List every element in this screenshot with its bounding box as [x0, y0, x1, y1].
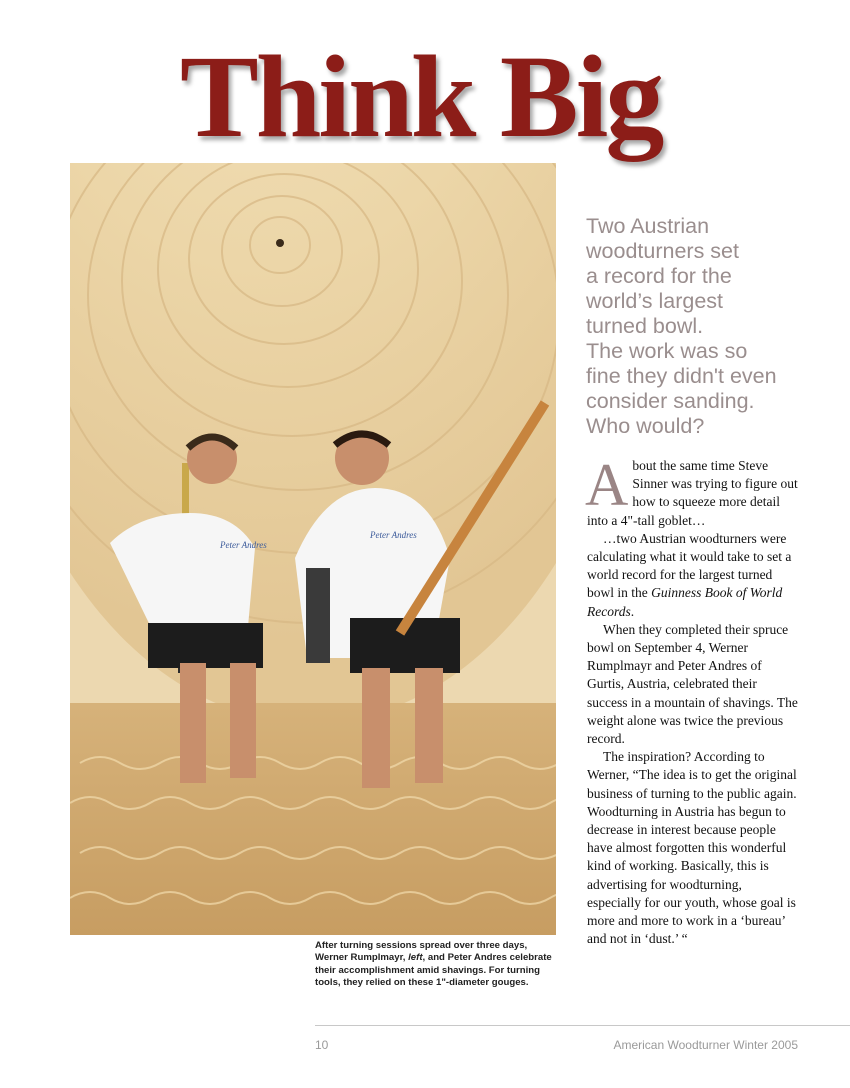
body-paragraph: The inspiration? According to Werner, “The idea is to get the original business of turning to the public again. Woodturning in Austria has begun to decrease in interest because people have almost forgotten this wonderful kind of working. Basically, this is advertising for woodturning, especially for our youth, whose goal is more and more to work in a ‘bureau’ and not in ‘dust.’ “: [587, 749, 797, 947]
article-deck: [586, 214, 811, 439]
paragraph-text: …two Austrian woodturners were calculating what it would take to set a world record for the largest turned bowl in the: [587, 530, 792, 601]
page-number: 10: [315, 1038, 329, 1052]
deck-line: The work was so: [586, 339, 748, 363]
caption-text-1: After turning sessions spread over three days, Werner Rumplmayr,: [315, 940, 528, 964]
article-title: Think Big: [180, 31, 662, 162]
publication-footer: American Woodturner Winter 2005: [613, 1038, 798, 1052]
right-shirt-logo: Peter Andres: [370, 530, 417, 540]
footer-rule: [315, 1025, 850, 1026]
body-paragraph: [585, 452, 799, 530]
deck-line: world’s largest: [586, 289, 724, 313]
deck-line: Two Austrian: [586, 214, 710, 238]
deck-line: woodturners set: [586, 239, 739, 263]
paragraph-end: .: [630, 603, 635, 619]
photo-caption: [315, 940, 559, 990]
article-body: [585, 452, 799, 948]
deck-line: turned bowl.: [586, 314, 704, 338]
deck-line: Who would?: [586, 414, 705, 438]
deck-line: consider sanding.: [586, 389, 755, 413]
deck-line: fine they didn't even: [586, 364, 777, 388]
caption-emphasis: left: [408, 952, 423, 964]
drop-cap: A: [585, 452, 629, 518]
body-paragraph: When they completed their spruce bowl on September 4, Werner Rumplmayr and Peter Andres of Gurtis, Austria, celebrated their success in a mountain of shavings. The weight alone was twice the previous record.: [587, 621, 798, 747]
body-paragraph: [587, 530, 799, 621]
book-title: Guinness Book of World Records: [587, 585, 783, 619]
paragraph-text: bout the same time Steve Sinner was trying to figure out how to squeeze more detail into a 4"-tall goblet…: [587, 458, 798, 528]
caption-text-2: , and Peter Andres celebrate their accomplishment amid shavings. For turning tools, they relied on these 1"-diameter gouges.: [315, 952, 552, 989]
deck-line: a record for the: [586, 264, 732, 288]
bowl-photo: [70, 163, 556, 935]
left-shirt-logo: Peter Andres: [220, 540, 267, 550]
